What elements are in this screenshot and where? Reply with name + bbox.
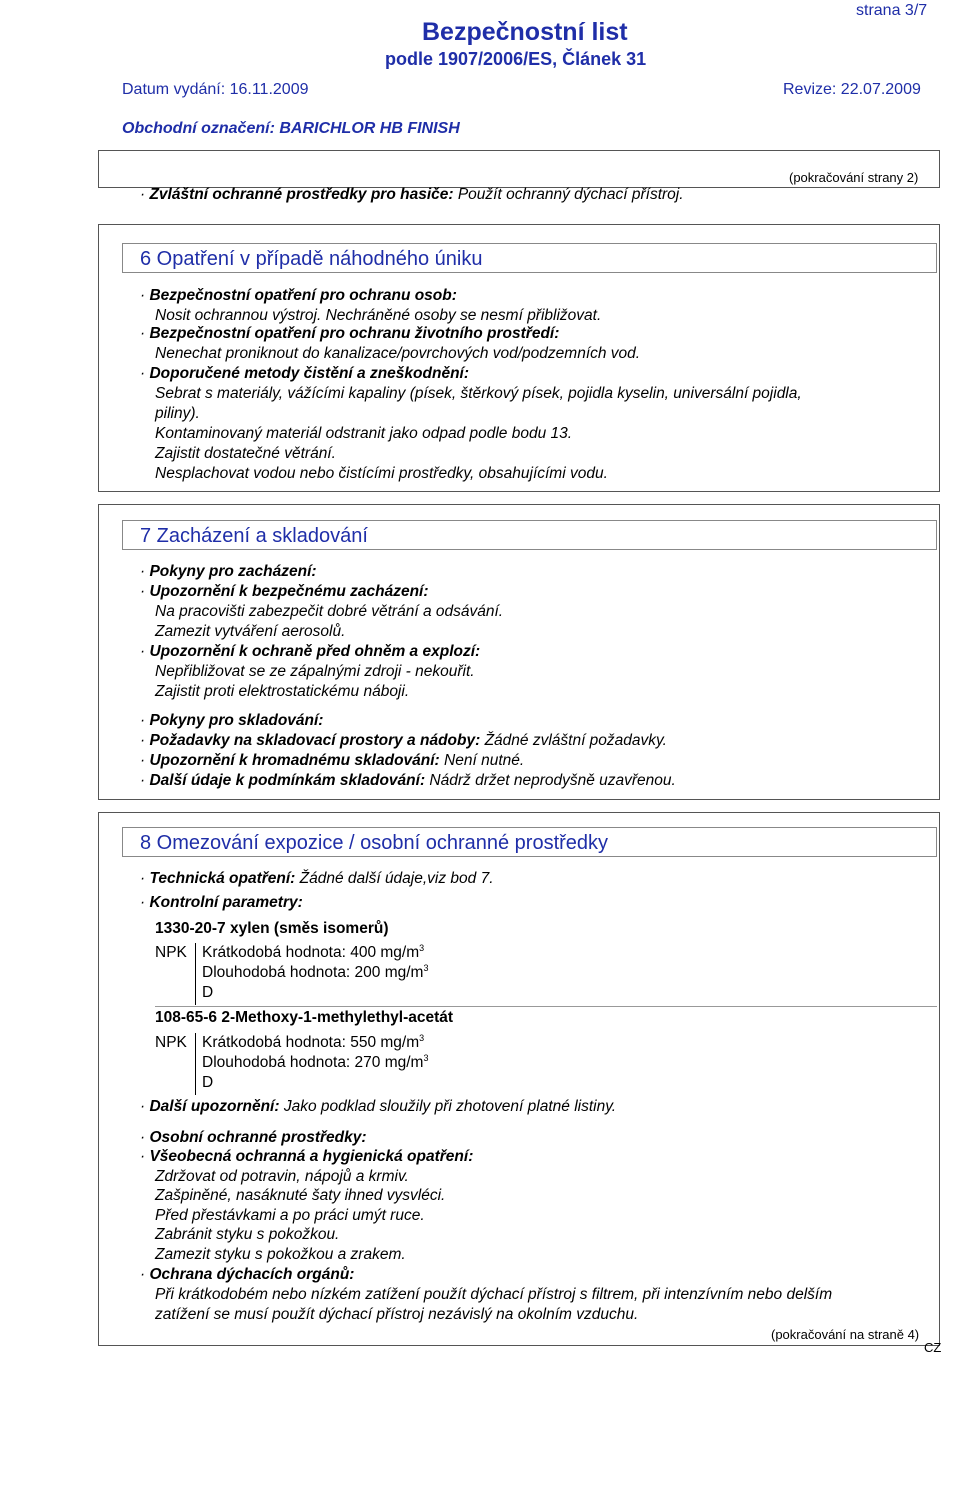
cleanup-line: Sebrat s materiály, vážícími kapaliny (písek, štěrkový písek, pojidla kyselin, universální pojidla,: [155, 385, 802, 402]
limit-code: NPK: [155, 944, 187, 961]
hygiene-line: Před přestávkami a po práci umýt ruce.: [155, 1207, 425, 1224]
limit-divider: [195, 1033, 196, 1095]
section-7-title: 7 Zacházení a skladování: [122, 520, 937, 550]
substance-separator: [155, 1006, 937, 1007]
further-storage-info: · Další údaje k podmínkám skladování: Nádrž držet neprodyšně uzavřenou.: [140, 772, 676, 789]
respiratory-label: · Ochrana dýchacích orgánů:: [140, 1266, 355, 1283]
continuation-note: (pokračování strany 2): [789, 170, 919, 185]
safe-handling-line: Na pracovišti zabezpečit dobré větrání a odsávání.: [155, 603, 504, 620]
hygiene-line: Zašpiněné, nasáknuté šaty ihned vysvléci.: [155, 1187, 446, 1204]
page-number: strana 3/7: [856, 2, 928, 19]
fire-protection-line: Zajistit proti elektrostatickému náboji.: [155, 683, 410, 700]
limit-code: NPK: [155, 1034, 187, 1051]
limit-divider: [195, 943, 196, 1005]
continuation-frame: [98, 150, 940, 203]
hygiene-line: Zamezit styku s pokožkou a zrakem.: [155, 1246, 406, 1263]
fire-protection-line: Nepřibližovat se ze zápalnými zdroji - nekouřit.: [155, 663, 475, 680]
section-6-title: 6 Opatření v případě náhodného úniku: [122, 243, 937, 273]
short-term-limit: Krátkodobá hodnota: 400 $mg/m^3$: [202, 943, 425, 961]
control-parameters-label: · Kontrolní parametry:: [140, 894, 303, 911]
personal-precautions-label: · Bezpečnostní opatření pro ochranu osob:: [140, 287, 457, 304]
cleanup-line: Nesplachovat vodou nebo čistícími prostředky, obsahujícími vodu.: [155, 465, 608, 482]
respiratory-line: zatížení se musí použít dýchací přístroj nezávislý na okolním vzduchu.: [155, 1306, 639, 1323]
issue-date: Datum vydání: 16.11.2009: [122, 81, 309, 98]
continuation-next: (pokračování na straně 4): [771, 1327, 920, 1342]
substance-name: 108-65-6 2-Methoxy-1-methylethyl-acetát: [155, 1009, 454, 1026]
trade-name: Obchodní označení: BARICHLOR HB FINISH: [122, 120, 460, 137]
additional-info: · Další upozornění: Jako podklad sloužily při zhotovení platné listiny.: [140, 1098, 617, 1115]
joint-storage: · Upozornění k hromadnému skladování: Není nutné.: [140, 752, 525, 769]
hygiene-line: Zabránit styku s pokožkou.: [155, 1226, 340, 1243]
revision-date: Revize: 22.07.2009: [783, 81, 921, 98]
document-title: Bezpečnostní list: [422, 18, 628, 46]
storage-label: · Pokyny pro skladování:: [140, 712, 324, 729]
long-term-limit: Dlouhodobá hodnota: 270 $mg/m^3$: [202, 1053, 429, 1071]
section-8: [98, 812, 940, 1346]
fire-protection-label: · Upozornění k ochraně před ohněm a explozí:: [140, 643, 481, 660]
section-7: [98, 504, 940, 800]
cleanup-line: Kontaminovaný materiál odstranit jako odpad podle bodu 13.: [155, 425, 573, 442]
short-term-limit: Krátkodobá hodnota: 550 $mg/m^3$: [202, 1033, 425, 1051]
env-precautions-label: · Bezpečnostní opatření pro ochranu životního prostředí:: [140, 325, 560, 342]
env-precautions-text: Nenechat proniknout do kanalizace/povrchových vod/podzemních vod.: [155, 345, 641, 362]
safe-handling-line: Zamezit vytváření aerosolů.: [155, 623, 346, 640]
long-term-limit: Dlouhodobá hodnota: 200 $mg/m^3$: [202, 963, 429, 981]
technical-measures: · Technická opatření: Žádné další údaje,viz bod 7.: [140, 870, 494, 887]
cleanup-line: Zajistit dostatečné větrání.: [155, 445, 336, 462]
hygiene-label: · Všeobecná ochranná a hygienická opatření:: [140, 1148, 474, 1165]
document-subtitle: podle 1907/2006/ES, Článek 31: [385, 49, 647, 69]
hygiene-line: Zdržovat od potravin, nápojů a krmiv.: [155, 1168, 409, 1185]
cleanup-methods-label: · Doporučené metody čistění a zneškodnění:: [140, 365, 470, 382]
safe-handling-label: · Upozornění k bezpečnému zacházení:: [140, 583, 429, 600]
limit-note: D: [202, 984, 214, 1001]
storage-requirements: · Požadavky na skladovací prostory a nádoby: Žádné zvláštní požadavky.: [140, 732, 667, 749]
respiratory-line: Při krátkodobém nebo nízkém zatížení použít dýchací přístroj s filtrem, při intenzívním nebo delším: [155, 1286, 833, 1303]
section-8-title: 8 Omezování expozice / osobní ochranné prostředky: [122, 827, 937, 857]
handling-label: · Pokyny pro zacházení:: [140, 563, 317, 580]
firefighter-equipment-line: · Zvláštní ochranné prostředky pro hasiče: Použít ochranný dýchací přístroj.: [140, 186, 684, 203]
language-code: CZ: [924, 1340, 942, 1355]
section-6: [98, 224, 940, 492]
limit-note: D: [202, 1074, 214, 1091]
cleanup-line: piliny).: [155, 405, 200, 422]
ppe-label: · Osobní ochranné prostředky:: [140, 1129, 367, 1146]
personal-precautions-text: Nosit ochrannou výstroj. Nechráněné osoby se nesmí přibližovat.: [155, 307, 602, 324]
substance-name: 1330-20-7 xylen (směs isomerů): [155, 920, 389, 937]
